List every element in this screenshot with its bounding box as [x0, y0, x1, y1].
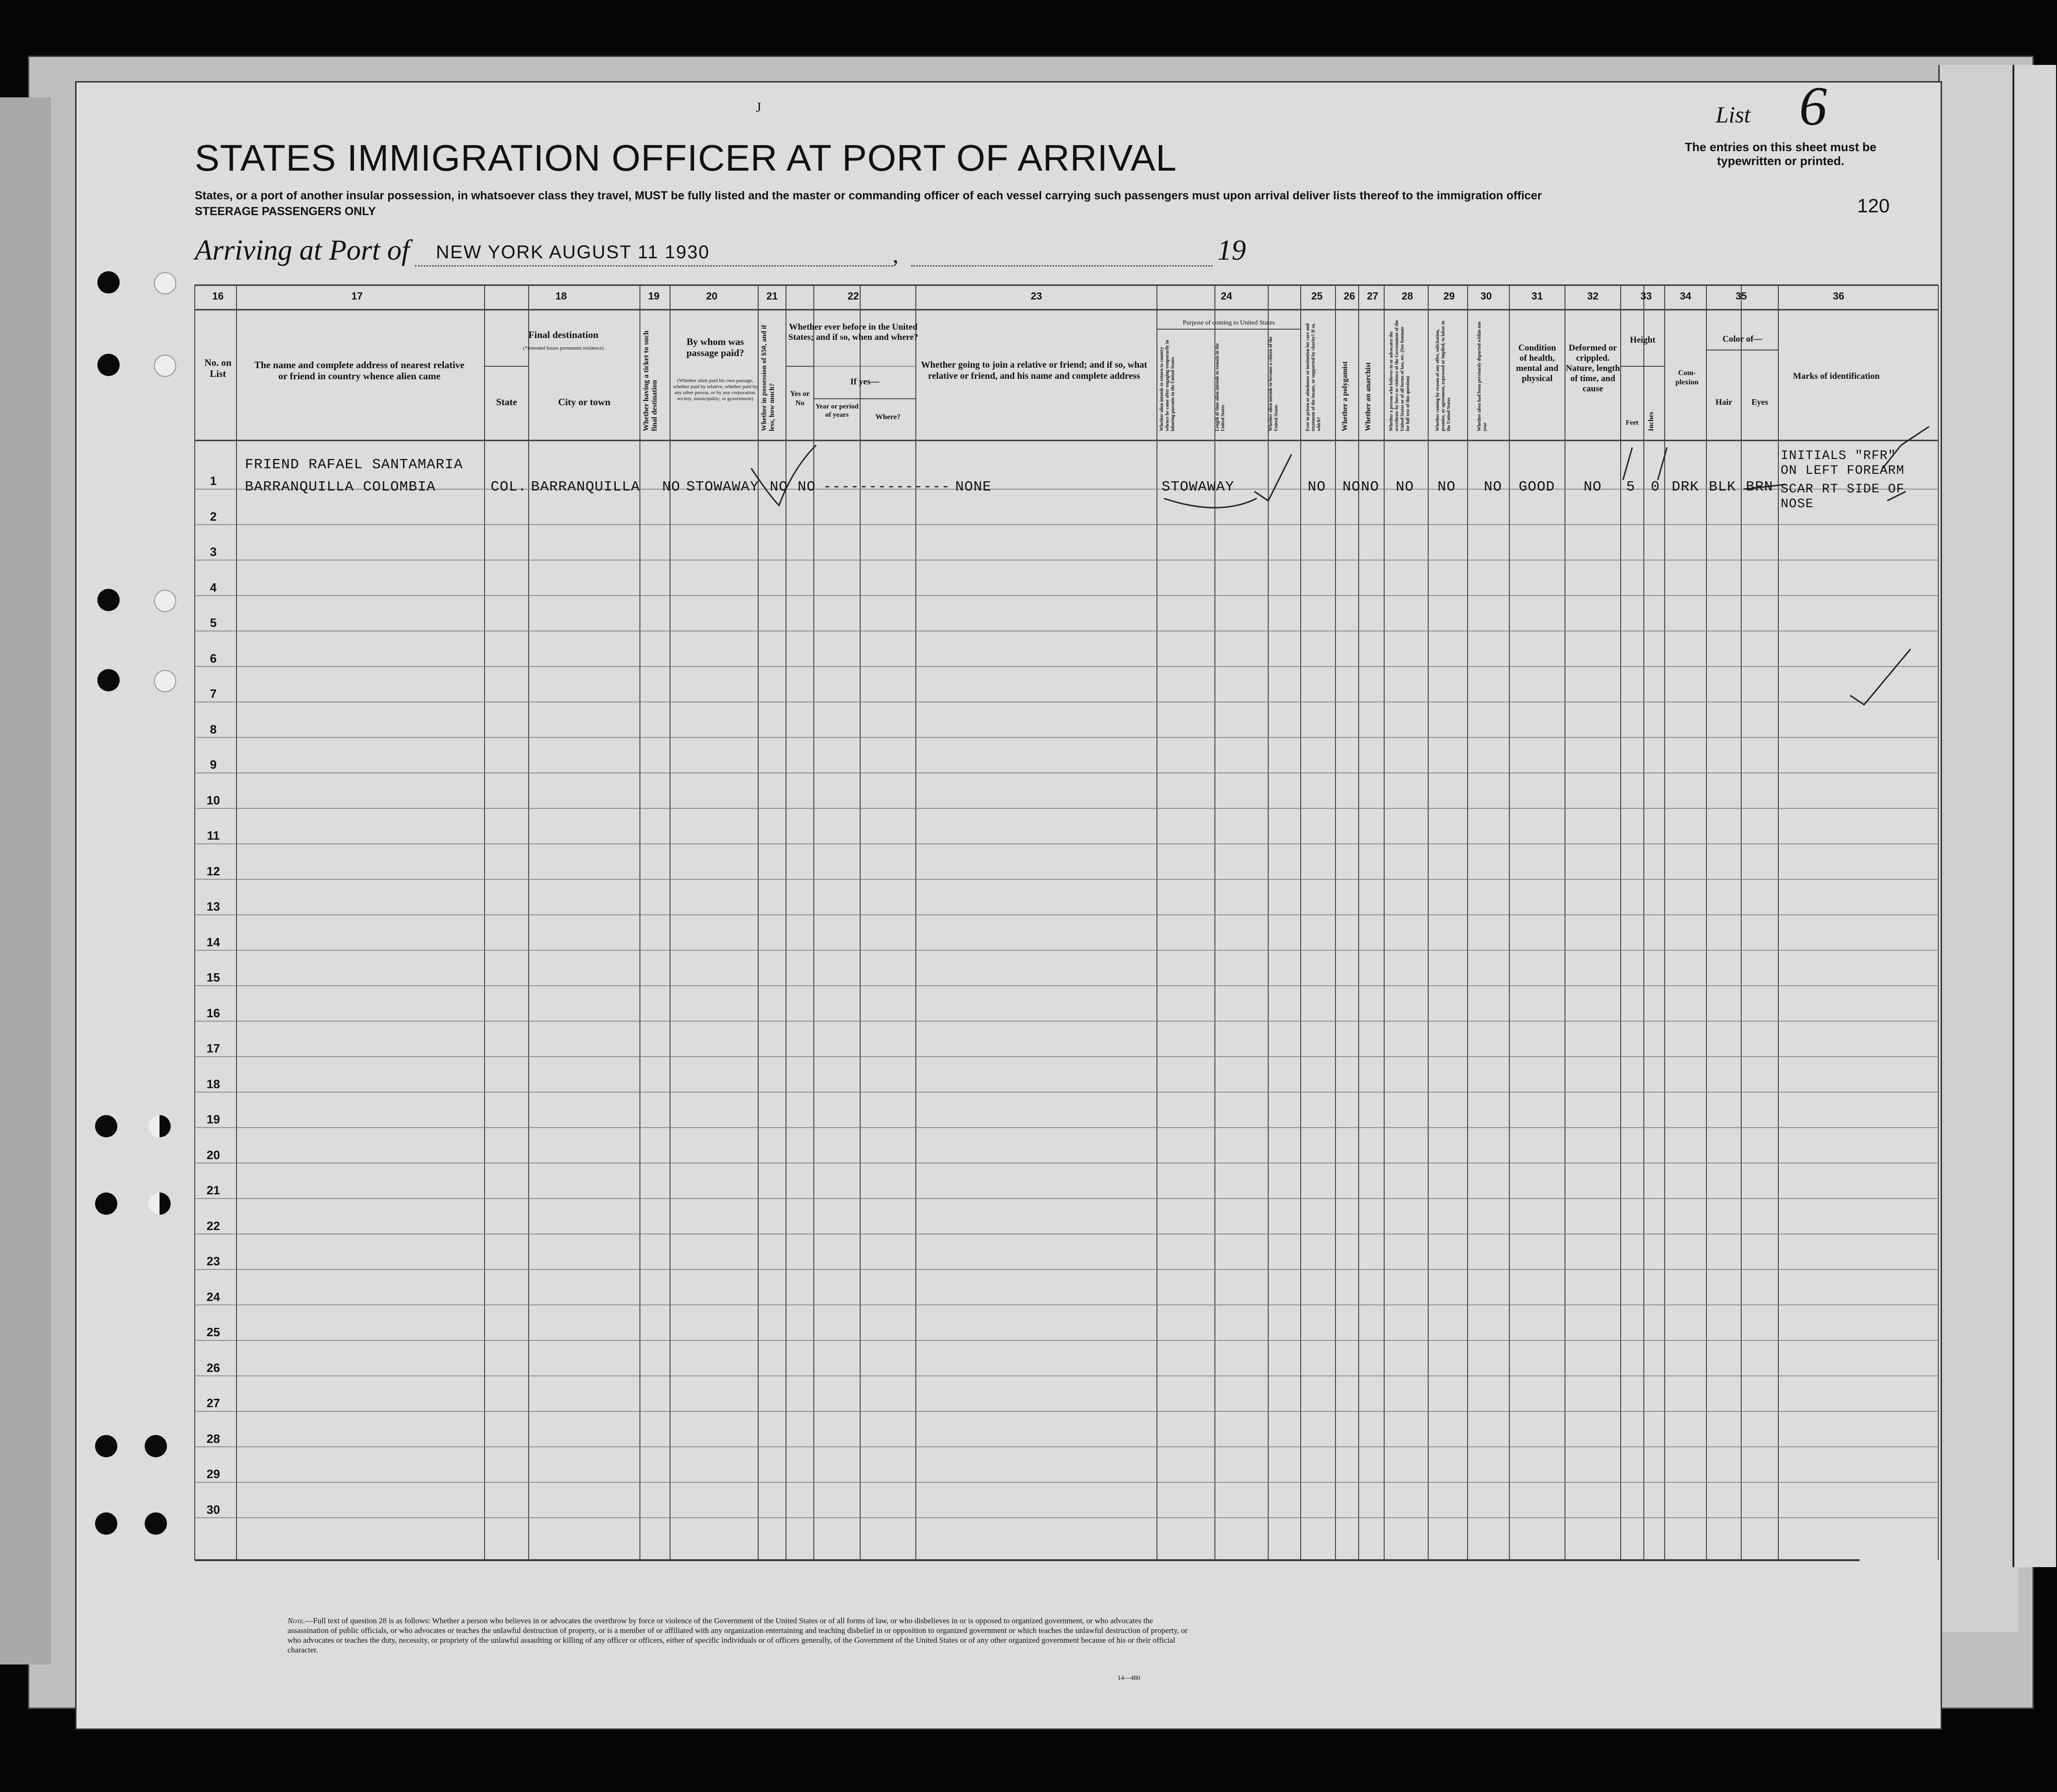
marks-line-2: ON LEFT FOREARM	[1781, 464, 1905, 478]
entry-passage: STOWAWAY	[686, 479, 759, 495]
row-number: 23	[206, 1254, 220, 1268]
column-number: 35	[1735, 290, 1747, 302]
row-number: 29	[206, 1467, 220, 1481]
header-state: State	[496, 396, 517, 408]
header-anarchist: Whether an anarchist	[1364, 362, 1372, 431]
marks-line-4: NOSE	[1781, 497, 1814, 511]
header-ticket: Whether having a ticket to such final destination	[642, 330, 658, 431]
row-number: 3	[210, 545, 217, 559]
header-deformed: Deformed or crippled. Nature, length of time, and cause	[1565, 343, 1620, 394]
header-year-period: Year or period of years	[815, 403, 859, 419]
column-number: 18	[555, 290, 567, 302]
header-before-in-us: Whether ever before in the United States; and if so, when and where?	[788, 322, 918, 342]
column-number: 25	[1311, 290, 1323, 302]
row-number: 22	[206, 1218, 220, 1233]
column-number: 29	[1443, 290, 1455, 302]
entry-overthrow: NO	[1396, 479, 1414, 495]
entry-city: BARRANQUILLA	[531, 479, 640, 495]
column-number: 36	[1833, 290, 1845, 302]
entry-polygamist: NO	[1342, 479, 1361, 495]
entry-before: NO	[798, 479, 816, 495]
entry-deported: NO	[1484, 479, 1502, 495]
year-prefix: 19	[1217, 235, 1246, 266]
header-health: Condition of health, mental and physical	[1516, 343, 1559, 383]
row-number: 26	[206, 1360, 220, 1375]
column-number: 32	[1587, 290, 1599, 302]
row-number: 25	[206, 1325, 220, 1339]
entries-note: The entries on this sheet must be typewritten or printed.	[1685, 140, 1877, 168]
column-number: 34	[1680, 290, 1692, 302]
entry-feet: 5	[1626, 479, 1635, 495]
row-number: 27	[206, 1396, 220, 1410]
marks-line-1: INITIALS "RFR"	[1781, 449, 1897, 463]
sheet-number: 120	[1857, 195, 1890, 217]
header-purpose-b: Length of time alien intends to remain in the United States	[1215, 343, 1226, 431]
header-yes-no: Yes or No	[790, 390, 810, 407]
instructions: States, or a port of another insular possession, in whatsoever class they travel, MUST be fully listed and the master or commanding officer of each vessel carrying such passengers must upon arrival deliver lists thereof to the immigration officer	[195, 189, 1542, 202]
column-number: 28	[1401, 290, 1413, 302]
column-number: 21	[766, 290, 778, 302]
entry-ticket: NO	[662, 479, 681, 495]
header-coming-by-reason: Whether coming by reason of any offer, solicitation, promise, or agreement, expressed or implied, to labor in the United States	[1435, 320, 1451, 431]
row-number: 21	[206, 1183, 220, 1197]
footnote-text: —Full text of question 28 is as follows: Whether a person who believes in or advocates the overthrow by force or violence of the Government of the United States or of all forms of law, or who disbelieves in or is opposed to organized government, or who advocates the assassination of public officials, or who advocates or teaches the unlawful destruction of property, or is a member of or affiliated with any organization entertaining and teaching disbelief in or opposition to organized government or which teaches the unlawful destruction of property, or who advocates or teaches the duty, necessity, or propriety of the unlawful assaulting or killing of any officer or officers, either of specific individuals or of officers generally, of the Government of the United States or of any other organized government because of his or their official character.	[287, 1616, 1188, 1654]
footnote-lead: Note.	[287, 1616, 306, 1625]
entry-inches: 0	[1651, 479, 1660, 495]
form-mark: 14—480	[1118, 1675, 1140, 1682]
header-overthrow: Whether a person who believes in or advocates the overthrow by force or violence of the Government of the United States or of all forms of law, etc. (See footnote for full text of this question)	[1389, 320, 1411, 431]
header-feet: Feet	[1625, 419, 1639, 427]
entry-deformed: NO	[1584, 479, 1602, 495]
row-number: 20	[206, 1148, 220, 1162]
row-number: 8	[210, 722, 217, 736]
column-number: 33	[1640, 290, 1652, 302]
header-where: Where?	[875, 413, 901, 421]
column-number: 20	[706, 290, 718, 302]
column-number: 17	[351, 290, 363, 302]
list-label: List	[1716, 102, 1751, 128]
header-hair: Hair	[1715, 397, 1732, 407]
column-number: 31	[1531, 290, 1543, 302]
header-height: Height	[1630, 335, 1655, 345]
relative-line-1: FRIEND RAFAEL SANTAMARIA	[245, 457, 463, 473]
header-if-yes: If yes—	[850, 377, 880, 387]
row-number: 14	[206, 935, 220, 949]
entry-health: GOOD	[1519, 479, 1555, 495]
row-number: 6	[210, 651, 217, 665]
entry-purpose: STOWAWAY	[1162, 479, 1234, 495]
entry-before-dashes: --------------	[823, 479, 951, 495]
header-joining-relative: Whether going to join a relative or friend; and if so, what relative or friend, and his name and complete address	[921, 360, 1147, 381]
row-number: 10	[206, 793, 220, 807]
column-number: 19	[648, 290, 660, 302]
arriving-value: NEW YORK AUGUST 11 1930	[436, 242, 710, 262]
column-number: 22	[847, 290, 859, 302]
column-number: 16	[212, 290, 224, 302]
header-color-of: Color of—	[1722, 334, 1763, 344]
footnote	[287, 1616, 1192, 1655]
entry-money: NO	[770, 479, 788, 495]
row-number: 30	[206, 1502, 220, 1517]
row-number: 24	[206, 1289, 220, 1304]
header-passage-paid-note: (Whether alien paid his own passage, whether paid by relative, whether paid by any other person, or by any corporation, society, municipality, or government)	[673, 378, 758, 402]
entry-complexion: DRK	[1672, 479, 1699, 495]
row-number: 2	[210, 509, 217, 523]
list-number: 6	[1799, 75, 1827, 137]
row-number: 17	[206, 1041, 220, 1055]
header-purpose-a: Whether alien intends to return to country whence he came after engaging temporarily in laboring pursuits in the United States	[1159, 340, 1175, 431]
row-number: 9	[210, 758, 217, 772]
header-final-destination-note: (*Intended future permanent residence)	[523, 345, 604, 351]
header-inches: Inches	[1648, 412, 1655, 431]
header-purpose-c: Whether alien intends to become a citizen of the United States	[1268, 336, 1279, 431]
row-number: 5	[210, 616, 217, 630]
entry-hair: BLK	[1709, 479, 1736, 495]
marks-line-3: SCAR RT SIDE OF	[1781, 482, 1905, 497]
row-number: 18	[206, 1077, 220, 1091]
entry-prison: NO	[1308, 479, 1326, 495]
column-number: 26	[1343, 290, 1355, 302]
column-number: 27	[1367, 290, 1379, 302]
header-complexion: Com-plexion	[1675, 369, 1699, 386]
row-number: 1	[210, 474, 217, 488]
header-purpose: Purpose of coming to United States	[1182, 319, 1275, 326]
header-polygamist: Whether a polygamist	[1341, 361, 1349, 431]
header-passage-paid: By whom was passage paid?	[686, 336, 744, 358]
row-number: 12	[206, 864, 220, 878]
header-marks: Marks of identification	[1793, 371, 1880, 381]
header-deported: Whether alien had been previously deported within one year	[1477, 321, 1488, 431]
header-money: Whether in possession of $50, and if less, how much?	[760, 325, 776, 431]
row-number: 4	[210, 580, 217, 594]
entry-eyes: BRN	[1746, 479, 1773, 495]
header-no-on-list: No. on List	[204, 357, 232, 379]
relative-line-2: BARRANQUILLA COLOMBIA	[245, 479, 436, 495]
header-final-destination: Final destination	[528, 329, 599, 340]
row-number: 13	[206, 899, 220, 913]
row-number: 7	[210, 687, 217, 701]
entry-joining: NONE	[955, 479, 992, 495]
row-number: 28	[206, 1431, 220, 1446]
header-nearest-relative: The name and complete address of nearest relative or friend in country whence alien came	[254, 359, 465, 382]
steerage-note: STEERAGE PASSENGERS ONLY	[195, 205, 376, 218]
column-number: 23	[1030, 290, 1042, 302]
row-number: 15	[206, 970, 220, 984]
comma: ,	[893, 242, 899, 268]
header-eyes: Eyes	[1751, 397, 1768, 407]
top-mark: J	[756, 100, 761, 115]
column-number: 30	[1480, 290, 1492, 302]
header-city: City or town	[558, 396, 611, 408]
column-number: 24	[1220, 290, 1233, 302]
entry-coming-by-reason: NO	[1437, 479, 1456, 495]
row-number: 19	[206, 1112, 220, 1126]
arriving-label: Arriving at Port of	[195, 235, 410, 266]
row-number: 11	[207, 829, 220, 842]
page-title: STATES IMMIGRATION OFFICER AT PORT OF ARRIVAL	[195, 137, 1177, 179]
entry-anarchist: NO	[1361, 479, 1380, 495]
entry-state: COL.	[491, 479, 527, 495]
header-prison: Ever in prison or almshouse or institution for care and treatment of the insane, or supported by charity? If so, which?	[1305, 323, 1322, 431]
row-number: 16	[206, 1006, 220, 1020]
